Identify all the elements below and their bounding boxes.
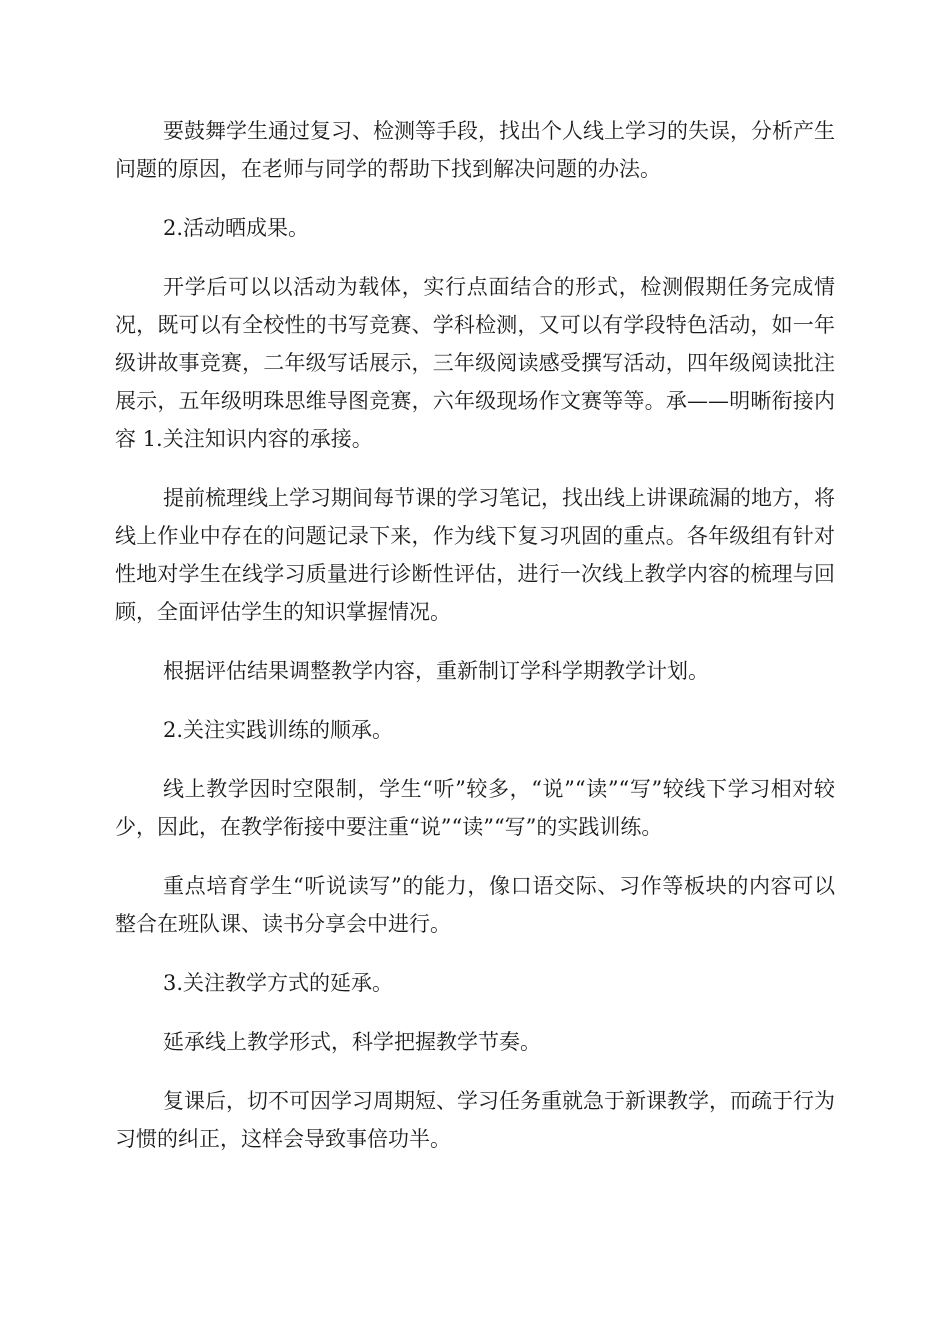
paragraph-adjust-plan: 根据评估结果调整教学内容，重新制订学科学期教学计划。 bbox=[163, 659, 709, 683]
document-body bbox=[115, 112, 835, 1179]
paragraph-after-resume: 复课后，切不可因学习周期短、学习任务重就急于新课教学，而疏于行为习惯的纠正，这样会导致事倍功半。 bbox=[115, 1089, 835, 1151]
paragraph-activities-detail: 开学后可以以活动为载体，实行点面结合的形式，检测假期任务完成情况，既可以有全校性的书写竞赛、学科检测，又可以有学段特色活动，如一年级讲故事竞赛，二年级写话展示，三年级阅读感受撰写活动，四年级阅读批注展示，五年级明珠思维导图竞赛，六年级现场作文赛等等。承——明晰衔接内容 1.关注知识内容的承接。 bbox=[115, 275, 835, 451]
paragraph-heading-activities: 2.活动晒成果。 bbox=[163, 216, 310, 240]
paragraph-review-mistakes: 要鼓舞学生通过复习、检测等手段，找出个人线上学习的失误，分析产生问题的原因，在老师与同学的帮助下找到解决问题的办法。 bbox=[115, 119, 835, 181]
paragraph-heading-practice: 2.关注实践训练的顺承。 bbox=[163, 718, 394, 742]
paragraph-continue-online: 延承线上教学形式，科学把握教学节奏。 bbox=[163, 1030, 541, 1054]
paragraph-skills: 重点培育学生“听说读写”的能力，像口语交际、习作等板块的内容可以整合在班队课、读书分享会中进行。 bbox=[115, 874, 835, 936]
paragraph-heading-methods: 3.关注教学方式的延承。 bbox=[163, 971, 394, 995]
paragraph-practice-detail: 线上教学因时空限制，学生“听”较多，“说”“读”“写”较线下学习相对较少，因此，在教学衔接中要注重“说”“读”“写”的实践训练。 bbox=[115, 777, 835, 839]
paragraph-notes-review: 提前梳理线上学习期间每节课的学习笔记，找出线上讲课疏漏的地方，将线上作业中存在的问题记录下来，作为线下复习巩固的重点。各年级组有针对性地对学生在线学习质量进行诊断性评估，进行一次线上教学内容的梳理与回顾，全面评估学生的知识掌握情况。 bbox=[115, 486, 835, 624]
